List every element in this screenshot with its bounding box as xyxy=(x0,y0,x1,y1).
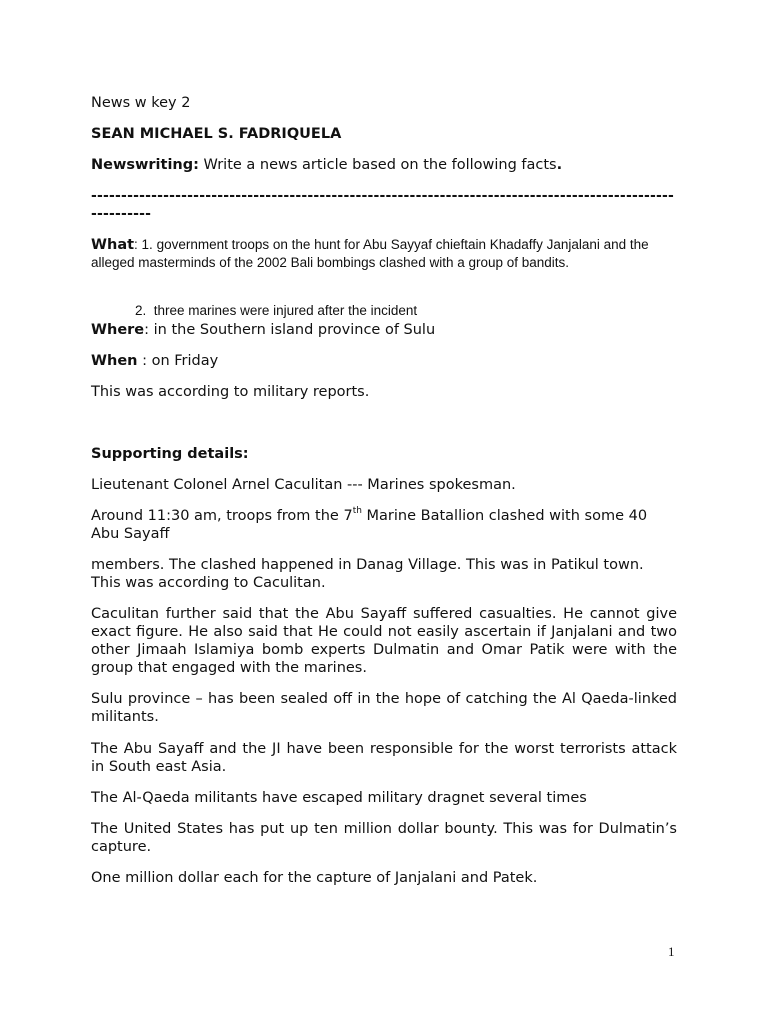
separator-line: ----------------------------------------------------------------------------------------------------------- xyxy=(91,188,675,222)
supporting-heading: Supporting details: xyxy=(91,446,249,462)
where-text: : in the Southern island province of Sulu xyxy=(144,322,436,338)
page-number: 1 xyxy=(668,944,675,959)
clash-line xyxy=(91,507,677,543)
responsible-paragraph: The Abu Sayaff and the JI have been responsible for the worst terrorists attack in South east Asia. xyxy=(91,741,677,775)
clash-continuation: members. The clashed happened in Danag Village. This was in Patikul town. This was according to Caculitan. xyxy=(91,557,644,591)
when-fact xyxy=(91,352,677,370)
what-item2: three marines were injured after the incident xyxy=(153,303,418,318)
source-line: This was according to military reports. xyxy=(91,384,370,400)
where-label: Where xyxy=(91,322,145,338)
task-period: . xyxy=(556,157,563,173)
what-item1: government troops on the hunt for Abu Sayyaf chieftain Khadaffy Janjalani and the alleged masterminds of the 2002 Bali bombings clashed with a group of bandits. xyxy=(91,237,649,270)
task-text: Write a news article based on the following facts xyxy=(198,157,557,173)
million-line: One million dollar each for the capture of Janjalani and Patek. xyxy=(91,870,538,886)
task-label: Newswriting: xyxy=(91,157,199,173)
sealed-paragraph: Sulu province – has been sealed off in the hope of catching the Al Qaeda-linked militants. xyxy=(91,691,677,725)
what-item1-prefix: : 1. xyxy=(134,237,157,252)
casualties-paragraph: Caculitan further said that the Abu Sayaff suffered casualties. He cannot give exact figure. He also said that He could not easily ascertain if Janjalani and two other Jimaah Islamiya bomb experts Dulmatin and Omar Patik were with the group that engaged with the marines. xyxy=(91,606,677,676)
where-fact xyxy=(91,321,677,339)
what-label: What xyxy=(91,237,135,253)
clash-pre: Around 11:30 am, troops from the 7 xyxy=(91,508,353,524)
escaped-line: The Al-Qaeda militants have escaped military dragnet several times xyxy=(91,790,587,806)
task-line xyxy=(91,156,677,174)
bounty-paragraph: The United States has put up ten million dollar bounty. This was for Dulmatin’s capture. xyxy=(91,821,677,855)
clash-sup: th xyxy=(352,506,362,517)
when-text: : on Friday xyxy=(137,353,219,369)
spokesman-line: Lieutenant Colonel Arnel Caculitan --- Marines spokesman. xyxy=(91,477,516,493)
what-item2-line xyxy=(91,302,677,320)
when-label: When xyxy=(91,353,138,369)
doc-label: News w key 2 xyxy=(91,95,191,111)
what-item2-num: 2. xyxy=(135,303,147,318)
clash-post: Marine Batallion clashed with some 40 Abu Sayaff xyxy=(91,508,648,542)
author-name: SEAN MICHAEL S. FADRIQUELA xyxy=(91,126,342,142)
what-fact xyxy=(91,236,677,272)
